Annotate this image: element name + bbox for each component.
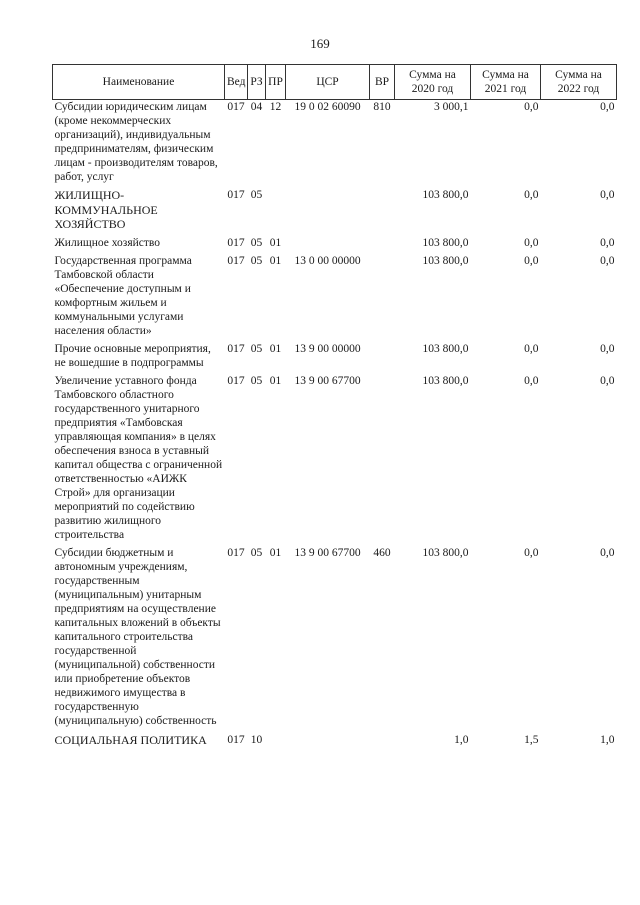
table-row (53, 254, 617, 342)
row-pr: 01 (269, 343, 282, 356)
header-sum-2022: Сумма на 2022 год (541, 65, 617, 100)
header-rz: РЗ (248, 65, 266, 100)
row-sum-2022: 0,0 (600, 547, 615, 560)
row-name: СОЦИАЛЬНАЯ ПОЛИТИКА (54, 732, 207, 747)
row-pr: 01 (269, 547, 282, 560)
row-sum-2022: 0,0 (600, 375, 615, 388)
row-pr: 01 (269, 375, 282, 388)
row-sum-2020: 103 800,0 (422, 189, 469, 202)
row-ved: 017 (227, 254, 245, 267)
row-sum-2022: 0,0 (600, 236, 615, 249)
row-ved: 017 (227, 375, 245, 388)
row-sum-2020: 1,0 (454, 733, 469, 746)
row-sum-2021: 0,0 (524, 101, 539, 113)
row-rz: 05 (250, 189, 263, 202)
header-vr: ВР (370, 65, 395, 100)
row-ved: 017 (227, 733, 245, 746)
row-name: Государственная программа Тамбовской области «Обеспечение доступным и комфортным жильем и коммунальными услугами населения области» (54, 254, 192, 338)
row-name: Субсидии бюджетным и автономным учреждениям, государственным (муниципальным) унитарным предприятиям на осуществление капитальных вложений в объекты капитального строительства государственной (муниципальной) собственности или приобретение объектов недвижимого имущества в государственную (муниципальную) собственность (54, 547, 221, 728)
table-row (53, 100, 617, 189)
row-name: Прочие основные мероприятия, не вошедшие в подпрограммы (54, 343, 211, 370)
row-ved: 017 (227, 547, 245, 560)
header-sum-2021: Сумма на 2021 год (471, 65, 541, 100)
table-row (53, 733, 617, 752)
row-sum-2021: 1,5 (524, 733, 539, 746)
header-name: Наименование (53, 65, 225, 100)
row-rz: 10 (250, 733, 263, 746)
row-ved: 017 (227, 189, 245, 202)
budget-table (52, 64, 617, 751)
row-sum-2021: 0,0 (524, 375, 539, 388)
row-ved: 017 (227, 343, 245, 356)
table-row (53, 342, 617, 374)
row-vr (370, 236, 395, 254)
header-csr: ЦСР (286, 65, 370, 100)
row-sum-2022: 0,0 (600, 101, 615, 113)
header-sum-2020: Сумма на 2020 год (395, 65, 471, 100)
row-vr: 810 (373, 101, 391, 113)
row-sum-2020: 3 000,1 (434, 101, 469, 113)
row-name: Жилищное хозяйство (54, 236, 161, 249)
row-sum-2022: 0,0 (600, 343, 615, 356)
row-sum-2021: 0,0 (524, 189, 539, 202)
row-vr: 460 (373, 547, 391, 560)
row-csr (286, 236, 370, 254)
row-sum-2021: 0,0 (524, 254, 539, 267)
row-sum-2021: 0,0 (524, 343, 539, 356)
row-rz: 05 (250, 254, 263, 267)
row-sum-2020: 103 800,0 (422, 547, 469, 560)
row-sum-2020: 103 800,0 (422, 236, 469, 249)
row-pr (266, 188, 286, 236)
row-name: Увеличение уставного фонда Тамбовского областного государственного унитарного предприятия «Тамбовская управляющая компания» в целях обеспечения взноса в уставный капитал общества с ограниченной ответственностью «АИЖК Строй» для организации мероприятий по содействию развитию жилищного строительства (54, 375, 223, 542)
row-pr: 01 (269, 254, 282, 267)
header-pr: ПР (266, 65, 286, 100)
row-csr (286, 733, 370, 752)
row-name: Субсидии юридическим лицам (кроме некоммерческих организаций), индивидуальным предпринимателям, физическим лицам - производителям товаров, работ, услуг (54, 101, 218, 184)
row-sum-2022: 0,0 (600, 189, 615, 202)
row-vr (370, 254, 395, 342)
row-csr: 13 9 00 00000 (294, 343, 361, 356)
row-pr: 01 (269, 236, 282, 249)
row-sum-2020: 103 800,0 (422, 343, 469, 356)
row-sum-2020: 103 800,0 (422, 254, 469, 267)
row-sum-2022: 0,0 (600, 254, 615, 267)
row-csr: 13 0 00 00000 (294, 254, 361, 267)
table-row (53, 188, 617, 236)
row-sum-2022: 1,0 (600, 733, 615, 746)
header-row (53, 65, 617, 100)
row-rz: 04 (250, 101, 263, 113)
row-csr: 19 0 02 60090 (294, 101, 361, 113)
row-pr: 12 (269, 101, 282, 113)
row-csr: 13 9 00 67700 (294, 547, 361, 560)
row-csr (286, 188, 370, 236)
table-row (53, 546, 617, 732)
page-number: 169 (310, 36, 330, 51)
row-csr: 13 9 00 67700 (294, 375, 361, 388)
row-vr (370, 374, 395, 546)
table-row (53, 236, 617, 254)
row-vr (370, 188, 395, 236)
table-row (53, 374, 617, 546)
row-name: ЖИЛИЩНО-КОММУНАЛЬНОЕ ХОЗЯЙСТВО (54, 188, 158, 232)
row-ved: 017 (227, 101, 245, 113)
row-rz: 05 (250, 547, 263, 560)
row-sum-2020: 103 800,0 (422, 375, 469, 388)
row-ved: 017 (227, 236, 245, 249)
row-rz: 05 (250, 236, 263, 249)
row-vr (370, 342, 395, 374)
row-pr (266, 733, 286, 752)
row-sum-2021: 0,0 (524, 236, 539, 249)
row-rz: 05 (250, 375, 263, 388)
header-ved: Вед (225, 65, 248, 100)
row-rz: 05 (250, 343, 263, 356)
row-sum-2021: 0,0 (524, 547, 539, 560)
row-vr (370, 733, 395, 752)
